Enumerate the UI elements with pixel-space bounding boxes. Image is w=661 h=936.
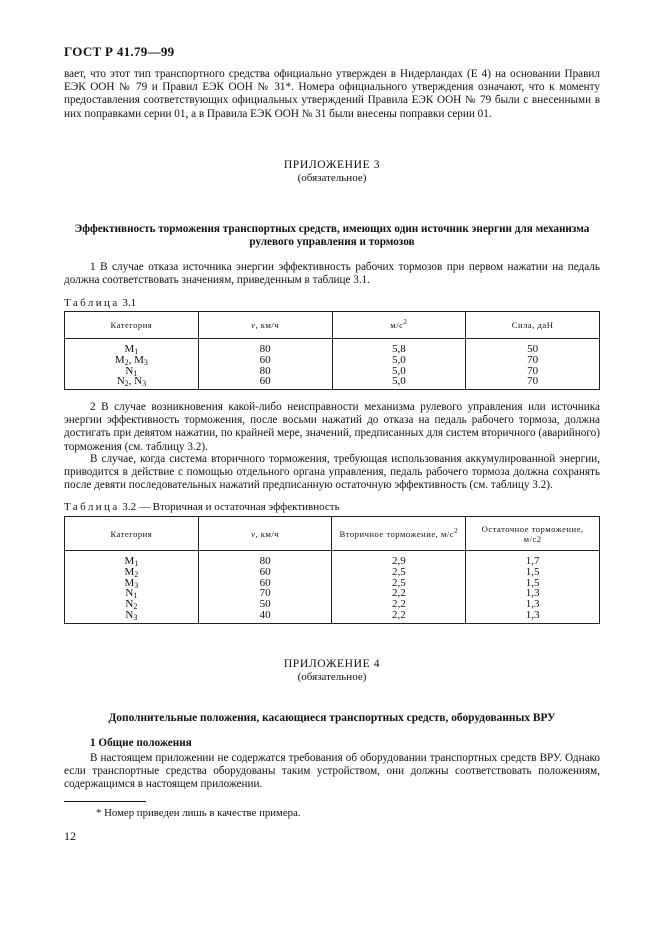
table-cell-deceleration: 5,8 xyxy=(332,339,466,355)
table2-caption-rest: 3.2 — Вторичная и остаточная эффективность xyxy=(122,501,340,513)
table1-header-deceleration: $м/с^2$ xyxy=(332,312,466,339)
table-row xyxy=(65,339,600,355)
table-3-2 xyxy=(64,516,600,624)
table-row xyxy=(65,567,600,578)
table-cell-speed: 60 xyxy=(198,578,332,589)
table-cell-category: $M_3$ xyxy=(65,578,199,589)
table1-caption-word: Таблица xyxy=(64,297,120,309)
page-number: 12 xyxy=(64,829,76,843)
table-cell-secondary: 2,2 xyxy=(332,610,466,623)
annex3-status: (обязательное) xyxy=(297,172,367,184)
table-cell-secondary: 2,2 xyxy=(332,588,466,599)
table1-header-force: Сила, даН xyxy=(466,312,600,339)
table-row xyxy=(65,610,600,623)
table2-header-speed: v, км/ч xyxy=(198,517,332,551)
table2-header-secondary: Вторичное торможение, $м/с^2$ xyxy=(332,517,466,551)
table-row xyxy=(65,355,600,366)
table-cell-category: $N_1$ xyxy=(65,366,199,377)
table-row xyxy=(65,551,600,567)
table2-caption xyxy=(64,501,340,513)
table-cell-residual: 1,5 xyxy=(466,567,600,578)
table-cell-category: $M_2$, $M_3$ xyxy=(65,355,199,366)
table-cell-speed: 60 xyxy=(198,567,332,578)
table-row xyxy=(65,366,600,377)
table-cell-category: $M_1$ xyxy=(65,551,199,567)
table1-caption xyxy=(64,297,136,309)
table2-header-category: Категория xyxy=(65,517,199,551)
page-header: ГОСТ Р 41.79—99 xyxy=(64,44,175,59)
table-row xyxy=(65,588,600,599)
table2-header-row xyxy=(65,517,600,551)
annex4-title: ПРИЛОЖЕНИЕ 4 xyxy=(283,657,381,670)
table-cell-speed: 70 xyxy=(198,588,332,599)
annex4-heading: Дополнительные положения, касающиеся транспортных средств, оборудованных ВРУ xyxy=(108,712,556,724)
table-cell-residual: 1,5 xyxy=(466,578,600,589)
table-cell-speed: 60 xyxy=(198,355,332,366)
annex3-paragraph-1: 1 В случае отказа источника энергии эффективность рабочих тормозов при первом нажатии на педаль должна соответствовать значениям, приведенным в таблице 3.1. xyxy=(64,261,600,287)
table-3-1 xyxy=(64,311,600,390)
table-cell-category: $M_2$ xyxy=(65,567,199,578)
table-cell-category: $N_2$, $N_3$ xyxy=(65,376,199,389)
table1-header-row xyxy=(65,312,600,339)
annex3-title: ПРИЛОЖЕНИЕ 3 xyxy=(283,158,381,171)
table-row xyxy=(65,578,600,589)
table-cell-speed: 80 xyxy=(198,551,332,567)
table-cell-secondary: 2,5 xyxy=(332,578,466,589)
annex3-paragraph-3: В случае, когда система вторичного торможения, требующая использования аккумулированной энергии, приводится в действие с помощью отдельного органа управления, педаль рабочего тормоза должна сохранять после девяти последовательных нажатий предписанную остаточную эффективность (см. таблицу 3.2). xyxy=(64,453,600,492)
annex3-heading-line1: Эффективность торможения транспортных средств, имеющих один источник энергии для механизма xyxy=(74,223,590,235)
table-cell-speed: 60 xyxy=(198,376,332,389)
table-cell-category: $N_1$ xyxy=(65,588,199,599)
table-cell-deceleration: 5,0 xyxy=(332,355,466,366)
table-cell-speed: 80 xyxy=(198,339,332,355)
table1-header-speed: v, км/ч xyxy=(198,312,332,339)
table-cell-secondary: 2,2 xyxy=(332,599,466,610)
table-cell-residual: 1,3 xyxy=(466,588,600,599)
annex4-section1-paragraph: В настоящем приложении не содержатся требования об оборудовании транспортных средств ВРУ. Однако если транспортные средства оборудованы таким устройством, они должны соответствовать положениям, содержащимся в настоящем приложении. xyxy=(64,752,600,791)
table-cell-force: 70 xyxy=(466,366,600,377)
table-cell-deceleration: 5,0 xyxy=(332,376,466,389)
table-cell-force: 70 xyxy=(466,355,600,366)
table-cell-force: 50 xyxy=(466,339,600,355)
table-cell-speed: 50 xyxy=(198,599,332,610)
table-cell-speed: 80 xyxy=(198,366,332,377)
table-cell-residual: 1,3 xyxy=(466,610,600,623)
table-row xyxy=(65,376,600,389)
table1-header-category: Категория xyxy=(65,312,199,339)
table-cell-residual: 1,3 xyxy=(466,599,600,610)
footnote: * Номер приведен лишь в качестве примера. xyxy=(96,807,301,819)
table-cell-speed: 40 xyxy=(198,610,332,623)
footnote-divider xyxy=(64,801,146,802)
table-cell-category: $M_1$ xyxy=(65,339,199,355)
table-cell-residual: 1,7 xyxy=(466,551,600,567)
annex3-paragraph-2: 2 В случае возникновения какой-либо неисправности механизма рулевого управления или источника энергии эффективность торможения, после восьми нажатий до отказа на педаль рабочего тормоза, должна достигать при девятом нажатии, по крайней мере, значений, предписанных для систем вторичного (аварийного) торможения (см. таблицу 3.2). xyxy=(64,401,600,453)
annex3-heading-line2: рулевого управления и тормозов xyxy=(249,236,415,248)
table-row xyxy=(65,599,600,610)
table-cell-force: 70 xyxy=(466,376,600,389)
table-cell-secondary: 2,9 xyxy=(332,551,466,567)
table-cell-deceleration: 5,0 xyxy=(332,366,466,377)
table2-header-residual: Остаточное торможение, м/с2 xyxy=(466,517,600,551)
annex4-status: (обязательное) xyxy=(297,671,367,683)
annex4-section1-title: 1 Общие положения xyxy=(90,737,192,749)
table-cell-category: $N_2$ xyxy=(65,599,199,610)
table-cell-secondary: 2,5 xyxy=(332,567,466,578)
table1-caption-number: 3.1 xyxy=(122,297,137,309)
intro-paragraph: вает, что этот тип транспортного средства официально утвержден в Нидерландах (Е 4) на основании Правил ЕЭК ООН № 79 и Правил ЕЭК ООН № 31*. Номера официального утверждения означают, что к моменту предоставления соответствующих официальных утверждений Правила ЕЭК ООН № 79 были с внесенными в них поправками серии 01, а в Правила ЕЭК ООН № 31 были внесены поправки серии 01. xyxy=(64,68,600,120)
table-cell-category: $N_3$ xyxy=(65,610,199,623)
table2-caption-word: Таблица xyxy=(64,501,120,513)
